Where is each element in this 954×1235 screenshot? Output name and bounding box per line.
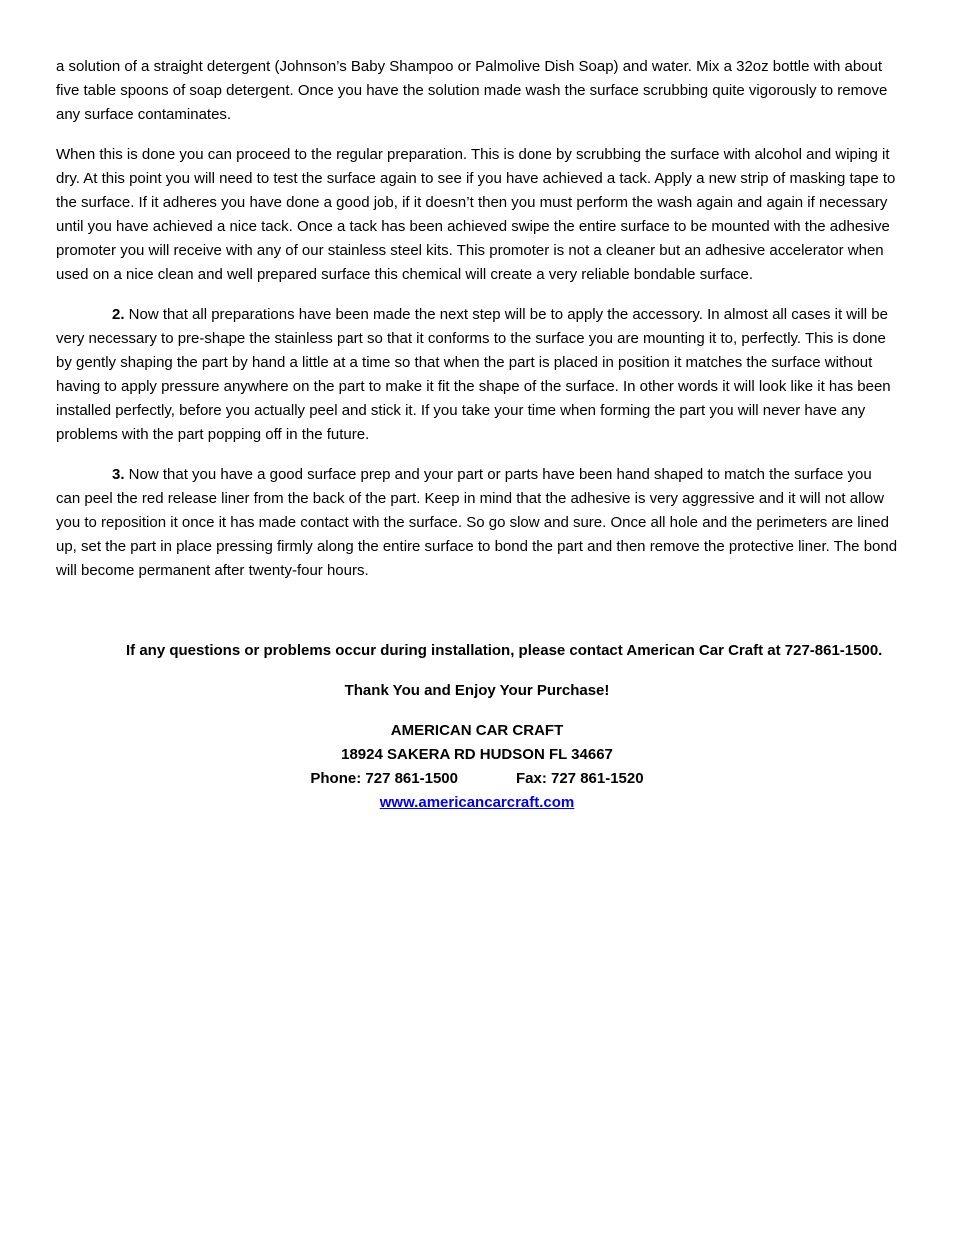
company-name: AMERICAN CAR CRAFT (390, 722, 564, 739)
step-3-text: Now that you have a good surface prep and your part or parts have been hand shaped to match the surface you can peel the red release liner from the back of the part. Keep in mind that the adhesive is very aggressive and it will not allow you to reposition it once it has made contact with the surface. So go slow and sure. Once all hole and the perimeters are lined up, set the part in place pressing firmly along the entire surface to bond the part and then remove the protective liner. The bond will become permanent after twenty-four hours. (56, 466, 898, 579)
document-page (56, 55, 898, 815)
paragraph-regular-preparation: When this is done you can proceed to the regular preparation. This is done by scrubbing the surface with alcohol and wiping it dry. At this point you will need to test the surface again to see if you have achieved a tack. Apply a new strip of masking tape to the surface. If it adheres you have done a good job, if it doesn’t then you must perform the wash again and again if necessary until you have achieved a nice tack. Once a tack has been achieved swipe the entire surface to be mounted with the adhesive promoter you will receive with any of our stainless steel kits. This promoter is not a cleaner but an adhesive accelerator when used on a nice clean and well prepared surface this chemical will create a very reliable bondable surface. (56, 146, 896, 283)
contact-numbers (56, 767, 898, 791)
company-address: 18924 SAKERA RD HUDSON FL 34667 (341, 746, 613, 763)
contact-notice: If any questions or problems occur during installation, please contact American Car Craft at 727-861-1500. (126, 642, 883, 659)
paragraph-soap-solution: a solution of a straight detergent (Johnson’s Baby Shampoo or Palmolive Dish Soap) and water. Mix a 32oz bottle with about five table spoons of soap detergent. Once you have the solution made wash the surface scrubbing quite vigorously to remove any surface contaminates. (56, 58, 888, 123)
step-3-number: 3. (112, 466, 125, 483)
website-link[interactable]: www.americancarcraft.com (379, 794, 575, 811)
fax-number: Fax: 727 861-1520 (515, 770, 644, 787)
section-spacer (56, 599, 898, 639)
step-2-paragraph (56, 303, 898, 447)
step-2-text: Now that all preparations have been made the next step will be to apply the accessory. In almost all cases it will be very necessary to pre-shape the stainless part so that it conforms to the surface you are mounting it to, perfectly. This is done by gently shaping the part by hand a little at a time so that when the part is placed in position it matches the surface without having to apply pressure anywhere on the part to make it fit the shape of the surface. In other words it will look like it has been installed perfectly, before you actually peel and stick it. If you take your time when forming the part you will never have any problems with the part popping off in the future. (56, 306, 891, 443)
phone-number: Phone: 727 861-1500 (310, 770, 458, 787)
thank-you-message: Thank You and Enjoy Your Purchase! (344, 682, 610, 699)
step-3-paragraph (56, 463, 898, 583)
step-2-number: 2. (112, 306, 125, 323)
website-line (56, 791, 898, 815)
